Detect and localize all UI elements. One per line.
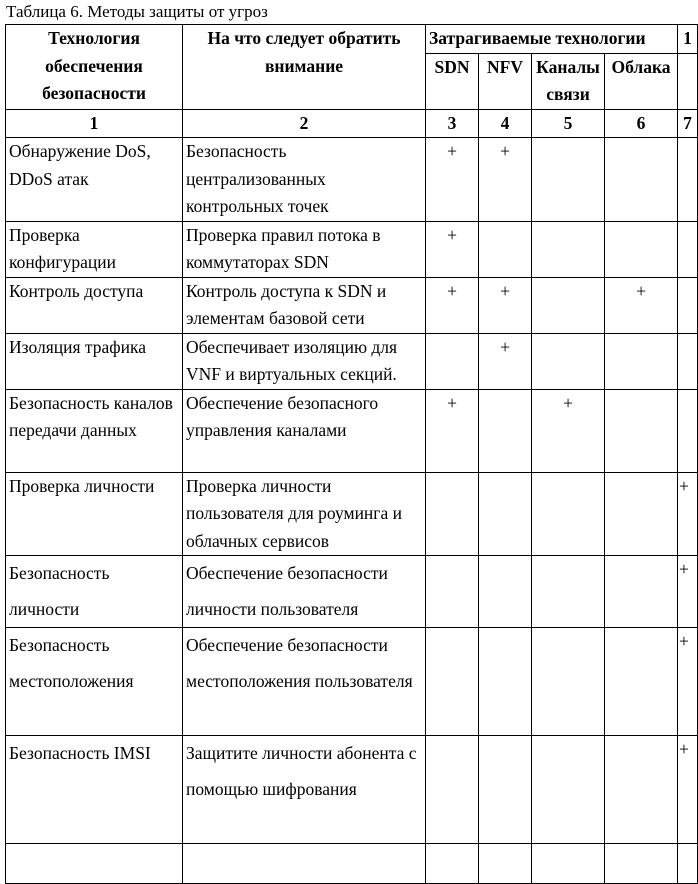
mark-channels: + [532,389,605,472]
table-row [6,556,698,628]
mark-extra [678,138,698,222]
attention-cell: Защитите личности абонента с помощью шифрования [183,736,426,844]
mark-channels [532,221,605,277]
technology-cell: Контроль доступа [6,277,183,333]
table-row [6,138,698,222]
mark-clouds: + [605,277,678,333]
mark-clouds [605,138,678,222]
table-row [6,277,698,333]
mark-extra [678,277,698,333]
table-row [6,472,698,556]
mark-nfv: + [479,138,532,222]
mark-sdn: + [426,277,479,333]
mark-channels [532,277,605,333]
empty-cell [183,844,426,884]
attention-cell: Обеспечение безопасного управления каналами [183,389,426,472]
column-number: 3 [426,109,479,138]
header-extra-number: 1 [678,25,698,54]
mark-extra [678,333,698,389]
column-number: 6 [605,109,678,138]
table-row [6,736,698,844]
empty-cell [678,844,698,884]
threat-protection-table [5,24,698,884]
header-empty-cell [678,53,698,109]
column-number: 2 [183,109,426,138]
technology-cell: Изоляция трафика [6,333,183,389]
mark-nfv [479,389,532,472]
mark-sdn [426,472,479,556]
header-affected-technologies: Затрагиваемые технологии [426,25,678,54]
mark-nfv [479,736,532,844]
table-row [6,628,698,736]
header-clouds: Облака [605,53,678,109]
mark-nfv [479,472,532,556]
column-number: 5 [532,109,605,138]
header-attention: На что следует обратить внимание [183,25,426,110]
technology-cell: Безопасность IMSI [6,736,183,844]
attention-cell: Безопасность централизованных контрольных точек [183,138,426,222]
column-number: 7 [678,109,698,138]
mark-extra: + [678,556,698,628]
mark-channels [532,333,605,389]
mark-clouds [605,628,678,736]
header-nfv: NFV [479,53,532,109]
mark-sdn [426,333,479,389]
mark-nfv: + [479,333,532,389]
table-row [6,333,698,389]
mark-extra: + [678,628,698,736]
column-number-row [6,109,698,138]
column-number: 1 [6,109,183,138]
mark-sdn [426,628,479,736]
empty-cell [532,844,605,884]
mark-nfv: + [479,277,532,333]
mark-sdn [426,556,479,628]
mark-clouds [605,333,678,389]
mark-channels [532,556,605,628]
mark-extra [678,389,698,472]
technology-cell: Проверка конфигурации [6,221,183,277]
attention-cell: Проверка личности пользователя для роуминга и облачных сервисов [183,472,426,556]
technology-cell: Обнаружение DoS, DDoS атак [6,138,183,222]
empty-cell [605,844,678,884]
attention-cell: Обеспечивает изоляцию для VNF и виртуальных секций. [183,333,426,389]
attention-cell: Контроль доступа к SDN и элементам базовой сети [183,277,426,333]
attention-cell: Обеспечение безопасности личности пользователя [183,556,426,628]
column-number: 4 [479,109,532,138]
mark-extra [678,221,698,277]
mark-channels [532,628,605,736]
header-sdn: SDN [426,53,479,109]
mark-nfv [479,221,532,277]
header-technology: Технология обеспечения безопасности [6,25,183,110]
mark-extra: + [678,472,698,556]
mark-nfv [479,556,532,628]
mark-clouds [605,736,678,844]
mark-nfv [479,628,532,736]
attention-cell: Проверка правил потока в коммутаторах SDN [183,221,426,277]
empty-cell [426,844,479,884]
technology-cell: Безопасность местоположения [6,628,183,736]
attention-cell: Обеспечение безопасности местоположения пользователя [183,628,426,736]
mark-clouds [605,389,678,472]
table-row [6,221,698,277]
mark-sdn: + [426,389,479,472]
mark-channels [532,472,605,556]
mark-channels [532,736,605,844]
mark-clouds [605,556,678,628]
empty-cell [479,844,532,884]
mark-clouds [605,472,678,556]
empty-cell [6,844,183,884]
mark-sdn: + [426,221,479,277]
table-row [6,389,698,472]
mark-extra: + [678,736,698,844]
mark-sdn [426,736,479,844]
technology-cell: Безопасность каналов передачи данных [6,389,183,472]
technology-cell: Проверка личности [6,472,183,556]
table-caption: Таблица 6. Методы защиты от угроз [6,2,268,21]
technology-cell: Безопасность личности [6,556,183,628]
mark-channels [532,138,605,222]
table-row-partial [6,844,698,884]
header-channels: Каналы связи [532,53,605,109]
mark-clouds [605,221,678,277]
mark-sdn: + [426,138,479,222]
